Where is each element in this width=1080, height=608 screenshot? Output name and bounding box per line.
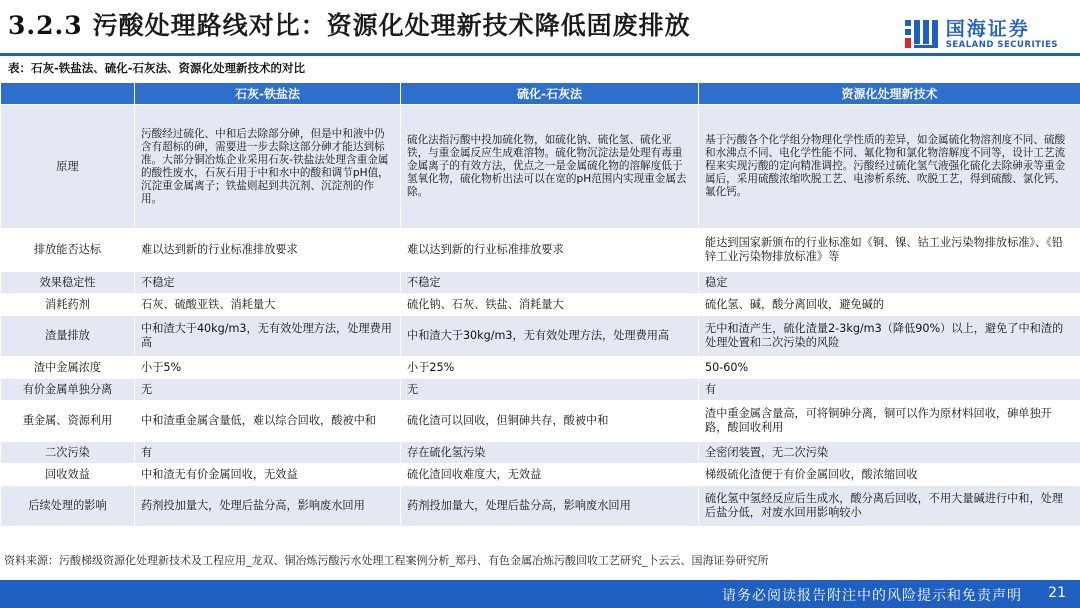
logo-chinese-text: 国海证券 [945,18,1030,40]
table-cell: 药剂投加量大，处理后盐分高，影响废水回用 [135,486,401,527]
row-label: 有价金属单独分离 [1,379,135,401]
row-label: 原理 [1,105,135,229]
table-cell: 中和渣大于30kg/m3，无有效处理方法，处理费用高 [401,316,699,357]
disclaimer-text: 请务必阅读报告附注中的风险提示和免责声明 [722,588,1022,604]
row-label: 后续处理的影响 [1,486,135,527]
table-row [1,442,1080,464]
header-cell-resource-tech: 资源化处理新技术 [699,83,1080,105]
table-cell: 不稳定 [401,272,699,294]
header-divider [0,53,1080,56]
table-cell: 有 [699,379,1080,401]
table-row [1,105,1080,229]
table-cell: 石灰、硫酸亚铁、消耗量大 [135,294,401,316]
table-row [1,229,1080,272]
table-row [1,401,1080,442]
table-cell: 污酸经过硫化、中和后去除部分砷，但是中和液中仍含有超标的砷，需要进一步去除这部分砷才能达到标准。大部分铜冶炼企业采用石灰-铁盐法处理含重金属的酸性废水，石灰石用于中和水中的酸和调节pH值，沉淀重金属离子；铁盐则起到共沉剂、沉淀剂的作用。 [135,105,401,229]
page-number: 21 [1048,585,1066,601]
table-cell: 小于5% [135,357,401,379]
table-cell: 硫化法指污酸中投加硫化物，如硫化钠、硫化氢、硫化亚铁，与重金属反应生成难溶物。硫化物沉淀法是处理有毒重金属离子的有效方法，优点之一是金属硫化物的溶解度低于氢氧化物，硫化物析出法可以在宽的pH范围内实现重金属去除。 [401,105,699,229]
table-cell: 难以达到新的行业标准排放要求 [135,229,401,272]
table-row [1,357,1080,379]
table-row [1,464,1080,486]
header-cell-sulfide-lime: 硫化-石灰法 [401,83,699,105]
table-row [1,272,1080,294]
row-label: 消耗药剂 [1,294,135,316]
table-cell: 基于污酸各个化学组分物理化学性质的差异，如金属硫化物溶剂度不同、硫酸和水沸点不同、电化学性能不同、氟化物和氯化物溶解度不同等，设计工艺流程来实现污酸的定向精准调控。污酸经过硫化氢气液强化硫化去除砷汞等重金属后，采用硫酸浓缩吹脱工艺、电渗析系统、吹脱工艺，得到硫酸、氯化钙、氟化钙。 [699,105,1080,229]
table-cell: 无 [135,379,401,401]
table-cell: 硫化氢中氢经反应后生成水，酸分离后回收，不用大量碱进行中和，处理后盐分低，对废水回用影响较小 [699,486,1080,527]
footer-bar [0,580,1080,608]
row-label: 渣中金属浓度 [1,357,135,379]
page-title [8,6,691,46]
comparison-table [0,82,1080,527]
table-row [1,316,1080,357]
table-row [1,379,1080,401]
section-number: 3.2.3 [8,11,83,40]
logo-english-text: SEALAND SECURITIES [945,40,1058,50]
table-cell: 中和渣大于40kg/m3，无有效处理方法，处理费用高 [135,316,401,357]
row-label: 排放能否达标 [1,229,135,272]
header-cell-lime-iron: 石灰-铁盐法 [135,83,401,105]
row-label: 重金属、资源利用 [1,401,135,442]
table-caption: 表：石灰-铁盐法、硫化-石灰法、资源化处理新技术的对比 [8,61,306,75]
table-cell: 存在硫化氢污染 [401,442,699,464]
table-cell: 能达到国家新颁布的行业标准如《铜、镍、钴工业污染物排放标准》、《铅锌工业污染物排放标准》等 [699,229,1080,272]
table-cell: 梯级硫化渣便于有价金属回收，酸浓缩回收 [699,464,1080,486]
header-cell-blank [1,83,135,105]
table-cell: 硫化钠、石灰、铁盐、消耗量大 [401,294,699,316]
source-note: 资料来源：污酸梯级资源化处理新技术及工程应用_龙双、铜冶炼污酸污水处理工程案例分析_郑丹、有色金属冶炼污酸回收工艺研究_卜云云、国海证券研究所 [4,554,769,567]
row-label: 二次污染 [1,442,135,464]
table-cell: 无 [401,379,699,401]
table-cell: 难以达到新的行业标准排放要求 [401,229,699,272]
table-cell: 全密闭装置，无二次污染 [699,442,1080,464]
sealand-logo-icon [904,17,940,51]
table-cell: 中和渣无有价金属回收，无效益 [135,464,401,486]
table-cell: 稳定 [699,272,1080,294]
row-label: 效果稳定性 [1,272,135,294]
row-label: 渣量排放 [1,316,135,357]
title-text: 污酸处理路线对比：资源化处理新技术降低固废排放 [92,11,691,40]
table-cell: 硫化渣回收难度大，无效益 [401,464,699,486]
row-label: 回收效益 [1,464,135,486]
table-cell: 无中和渣产生，硫化渣量2-3kg/m3（降低90%）以上，避免了中和渣的处理处置和二次污染的风险 [699,316,1080,357]
table-cell: 药剂投加量大，处理后盐分高，影响废水回用 [401,486,699,527]
table-cell: 有 [135,442,401,464]
table-cell: 50-60% [699,357,1080,379]
table-cell: 渣中重金属含量高，可将铜砷分离，铜可以作为原材料回收，砷单独开路，酸回收利用 [699,401,1080,442]
table-cell: 中和渣重金属含量低，难以综合回收，酸被中和 [135,401,401,442]
table-cell: 硫化氢、碱，酸分离回收，避免碱的 [699,294,1080,316]
table-cell: 不稳定 [135,272,401,294]
table-row [1,294,1080,316]
table-row [1,486,1080,527]
table-cell: 硫化渣可以回收，但铜砷共存，酸被中和 [401,401,699,442]
company-logo [904,14,1058,54]
table-header-row [1,83,1080,105]
table-cell: 小于25% [401,357,699,379]
